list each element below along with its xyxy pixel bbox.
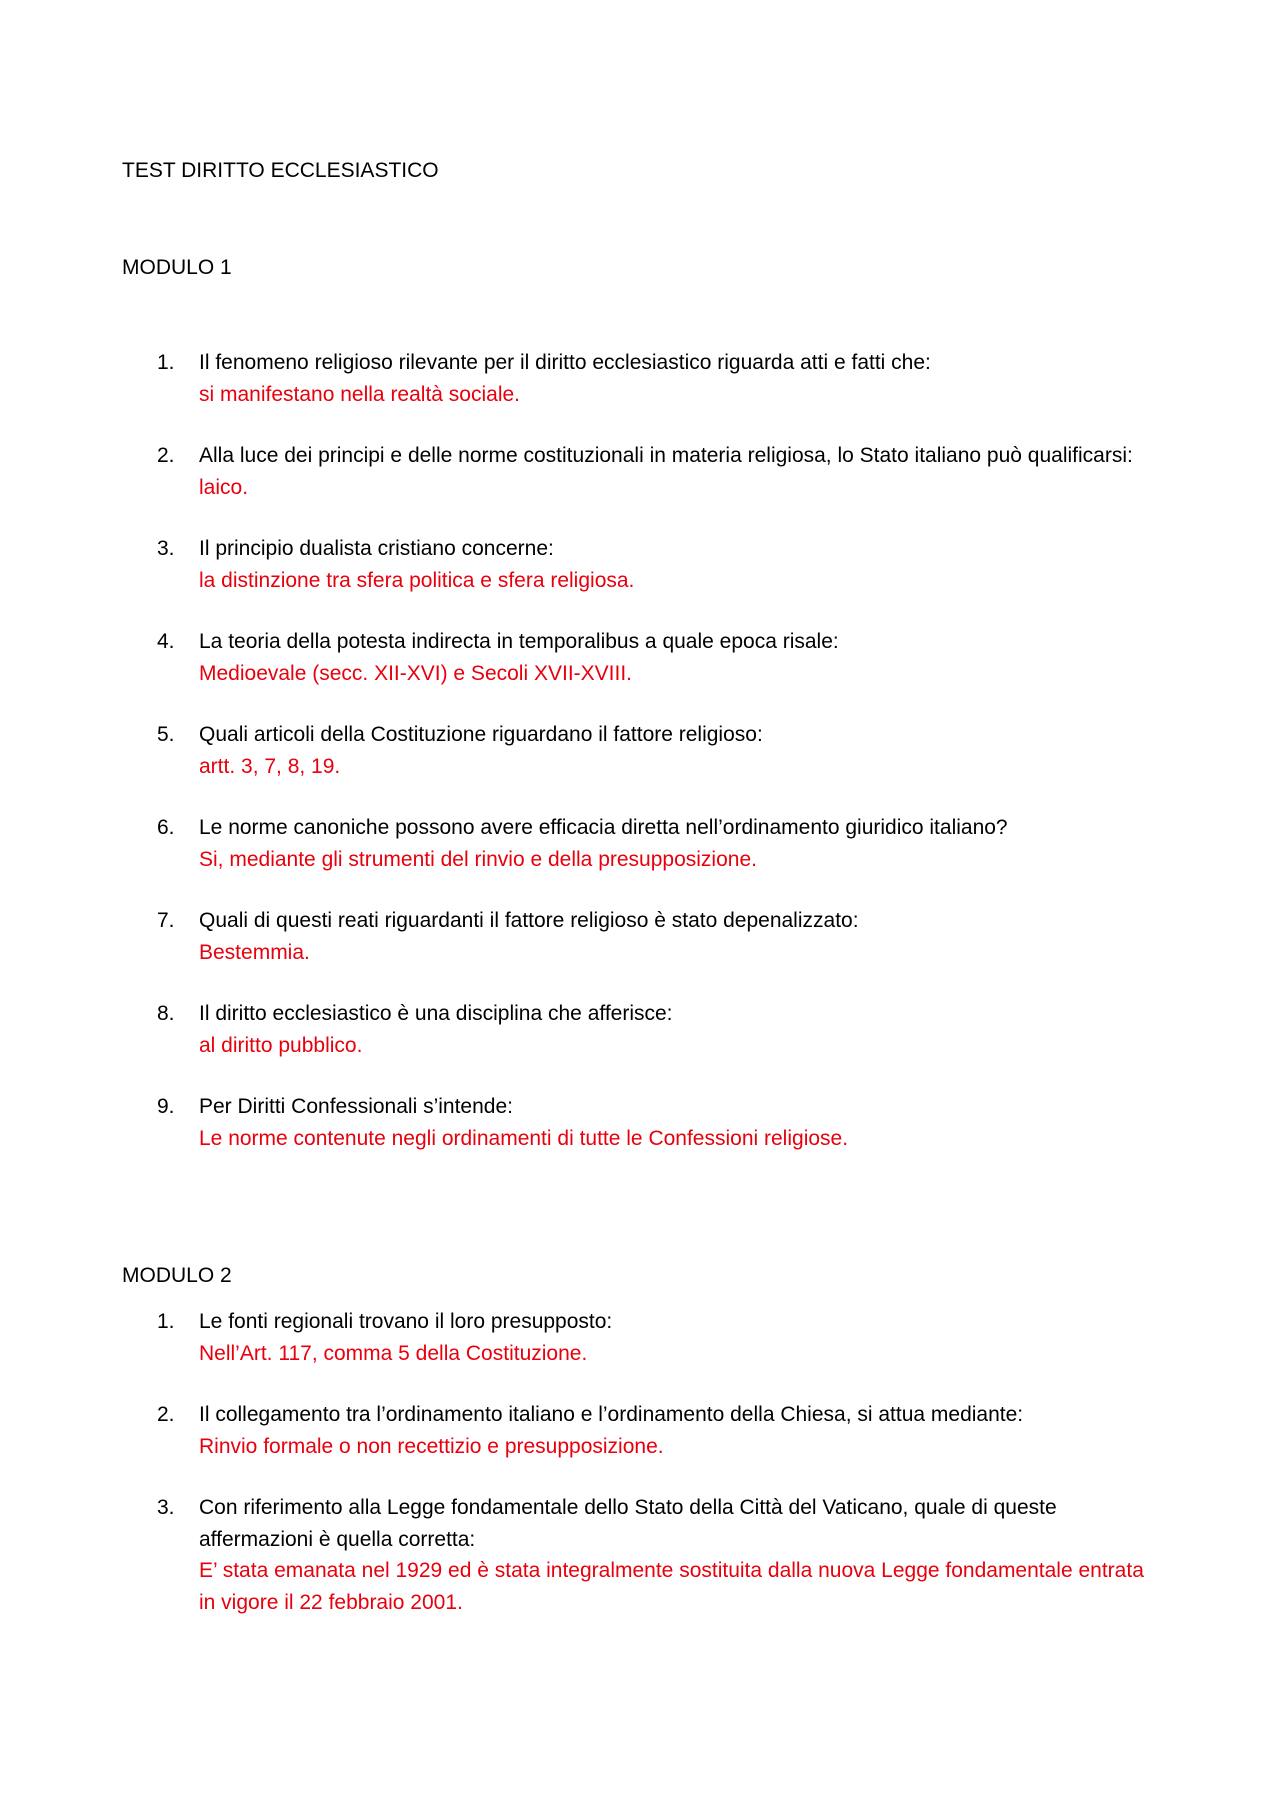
question-item (0, 1306, 1159, 1369)
question-text: Il collegamento tra l’ordinamento italiano e l’ordinamento della Chiesa, si attua mediante: (199, 1403, 1024, 1426)
question-number: 5. (157, 723, 175, 746)
question-item (0, 812, 1159, 875)
answer-text: la distinzione tra sfera politica e sfera religiosa. (199, 568, 635, 592)
question-text: Quali di questi reati riguardanti il fattore religioso è stato depenalizzato: (199, 909, 859, 932)
module-2-question-list (0, 1306, 1280, 1618)
module-2-heading: MODULO 2 (122, 1264, 232, 1287)
answer-text: Medioevale (secc. XII-XVI) e Secoli XVII-XVIII. (199, 661, 632, 685)
question-text: Con riferimento alla Legge fondamentale dello Stato della Città del Vaticano, quale di queste affermazioni è quella corretta: (199, 1496, 1057, 1551)
question-number: 6. (157, 816, 175, 839)
question-item (0, 1091, 1159, 1154)
module-1-question-list (0, 347, 1280, 1154)
answer-text: Bestemmia. (199, 940, 310, 964)
question-number: 2. (157, 1403, 175, 1426)
question-text: La teoria della potesta indirecta in temporalibus a quale epoca risale: (199, 630, 839, 653)
answer-text: si manifestano nella realtà sociale. (199, 382, 521, 406)
question-number: 3. (157, 1496, 175, 1519)
question-item (0, 905, 1159, 968)
question-number: 1. (157, 1310, 175, 1333)
question-item (0, 1399, 1159, 1462)
question-text: Alla luce dei principi e delle norme costituzionali in materia religiosa, lo Stato italiano può qualificarsi: (199, 444, 1133, 467)
answer-text: Nell’Art. 117, comma 5 della Costituzione. (199, 1341, 588, 1365)
question-text: Quali articoli della Costituzione riguardano il fattore religioso: (199, 723, 763, 746)
question-number: 4. (157, 630, 175, 653)
question-number: 1. (157, 351, 175, 374)
answer-text: al diritto pubblico. (199, 1033, 363, 1057)
answer-text: laico. (199, 475, 249, 499)
question-item (0, 347, 1159, 410)
question-text: Il diritto ecclesiastico è una disciplina che afferisce: (199, 1002, 673, 1025)
module-1-heading: MODULO 1 (122, 256, 232, 279)
answer-text: Si, mediante gli strumenti del rinvio e della presupposizione. (199, 847, 757, 871)
question-item (0, 719, 1159, 782)
question-item (0, 998, 1159, 1061)
question-text: Il fenomeno religioso rilevante per il diritto ecclesiastico riguarda atti e fatti che: (199, 351, 931, 374)
answer-text: artt. 3, 7, 8, 19. (199, 754, 341, 778)
question-item (0, 1492, 1159, 1618)
question-text: Le fonti regionali trovano il loro presupposto: (199, 1310, 613, 1333)
question-number: 9. (157, 1095, 175, 1118)
answer-text: Le norme contenute negli ordinamenti di tutte le Confessioni religiose. (199, 1126, 849, 1150)
question-item (0, 533, 1159, 596)
answer-text: E’ stata emanata nel 1929 ed è stata integralmente sostituita dalla nuova Legge fondamentale entrata in vigore il 22 febbraio 2001. (199, 1559, 1144, 1614)
question-number: 8. (157, 1002, 175, 1025)
question-text: Per Diritti Confessionali s’intende: (199, 1095, 513, 1118)
question-item (0, 440, 1159, 503)
question-number: 7. (157, 909, 175, 932)
question-number: 3. (157, 537, 175, 560)
answer-text: Rinvio formale o non recettizio e presupposizione. (199, 1434, 664, 1458)
question-number: 2. (157, 444, 175, 467)
document-title: TEST DIRITTO ECCLESIASTICO (122, 159, 439, 182)
question-text: Le norme canoniche possono avere efficacia diretta nell’ordinamento giuridico italiano? (199, 816, 1008, 839)
question-text: Il principio dualista cristiano concerne: (199, 537, 554, 560)
question-item (0, 626, 1159, 689)
